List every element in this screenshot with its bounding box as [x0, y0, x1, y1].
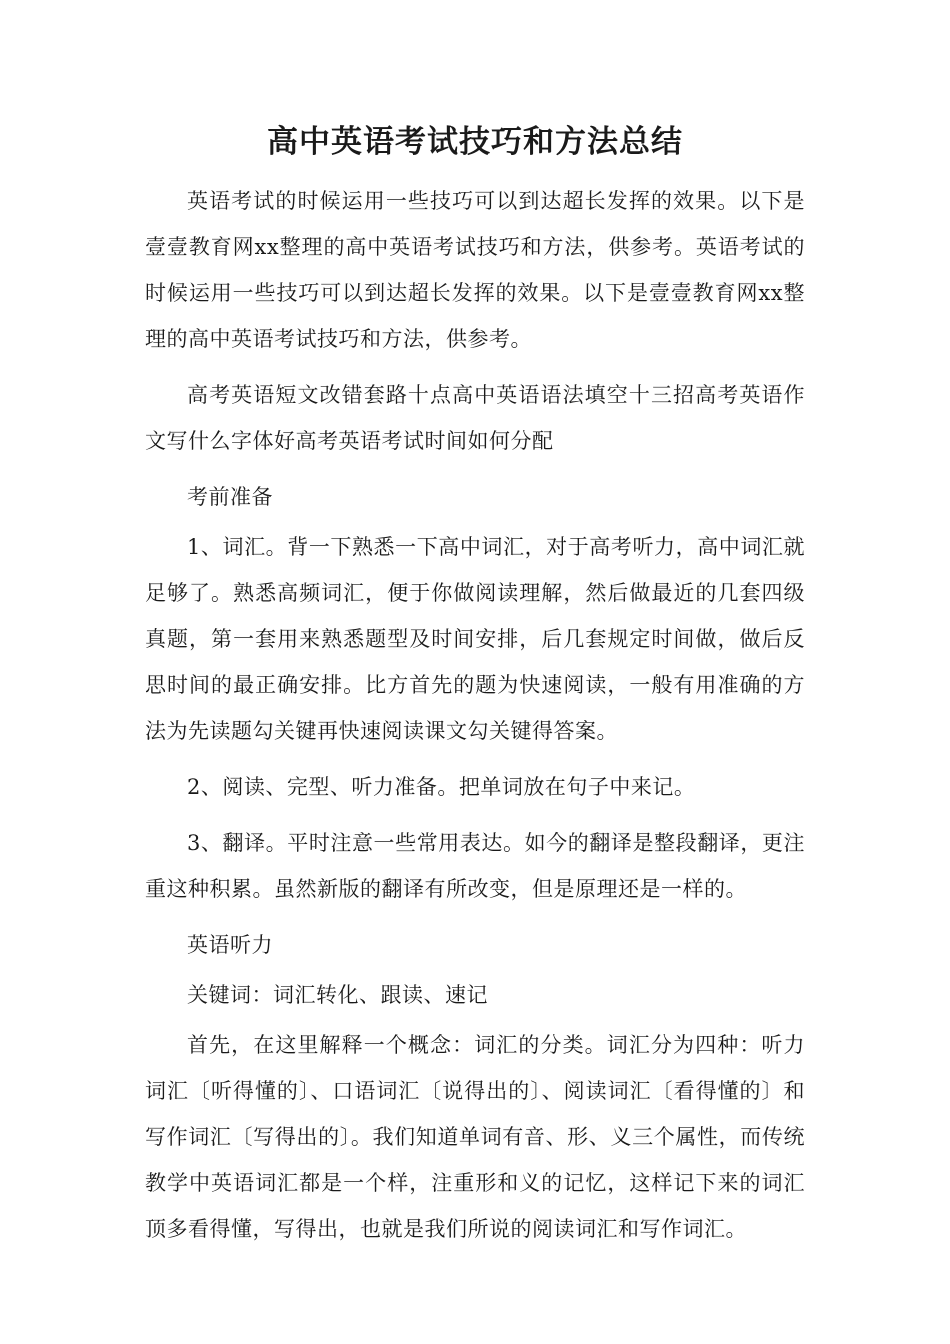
paragraph-related-links: 高考英语短文改错套路十点高中英语语法填空十三招高考英语作文写什么字体好高考英语考试时间如何分配: [145, 383, 805, 453]
paragraph-translation: 3、翻译。平时注意一些常用表达。如今的翻译是整段翻译，更注重这种积累。虽然新版的翻译有所改变，但是原理还是一样的。: [145, 831, 805, 901]
paragraph-vocabulary: 1、词汇。背一下熟悉一下高中词汇，对于高考听力，高中词汇就足够了。熟悉高频词汇，便于你做阅读理解，然后做最近的几套四级真题，第一套用来熟悉题型及时间安排，后几套规定时间做，做后反思时间的最正确安排。比方首先的题为快速阅读，一般有用准确的方法为先读题勾关键再快速阅读课文勾关键得答案。: [145, 535, 805, 743]
paragraph-keywords: 关键词：词汇转化、跟读、速记: [187, 983, 488, 1007]
paragraph-intro: 英语考试的时候运用一些技巧可以到达超长发挥的效果。以下是壹壹教育网xx整理的高中英语考试技巧和方法，供参考。英语考试的时候运用一些技巧可以到达超长发挥的效果。以下是壹壹教育网xx整理的高中英语考试技巧和方法，供参考。: [145, 189, 805, 351]
document-title: 高中英语考试技巧和方法总结: [267, 124, 683, 160]
paragraph-reading: 2、阅读、完型、听力准备。把单词放在句子中来记。: [187, 775, 696, 799]
paragraph-vocabulary-types: 首先，在这里解释一个概念：词汇的分类。词汇分为四种：听力词汇〔听得懂的〕、口语词汇〔说得出的〕、阅读词汇〔看得懂的〕和写作词汇〔写得出的〕。我们知道单词有音、形、义三个属性，而传统教学中英语词汇都是一个样，注重形和义的记忆，这样记下来的词汇顶多看得懂，写得出，也就是我们所说的阅读词汇和写作词汇。: [145, 1033, 805, 1241]
section-heading-listening: 英语听力: [187, 933, 273, 957]
section-heading-preparation: 考前准备: [187, 485, 273, 509]
document-body: [145, 178, 805, 1262]
